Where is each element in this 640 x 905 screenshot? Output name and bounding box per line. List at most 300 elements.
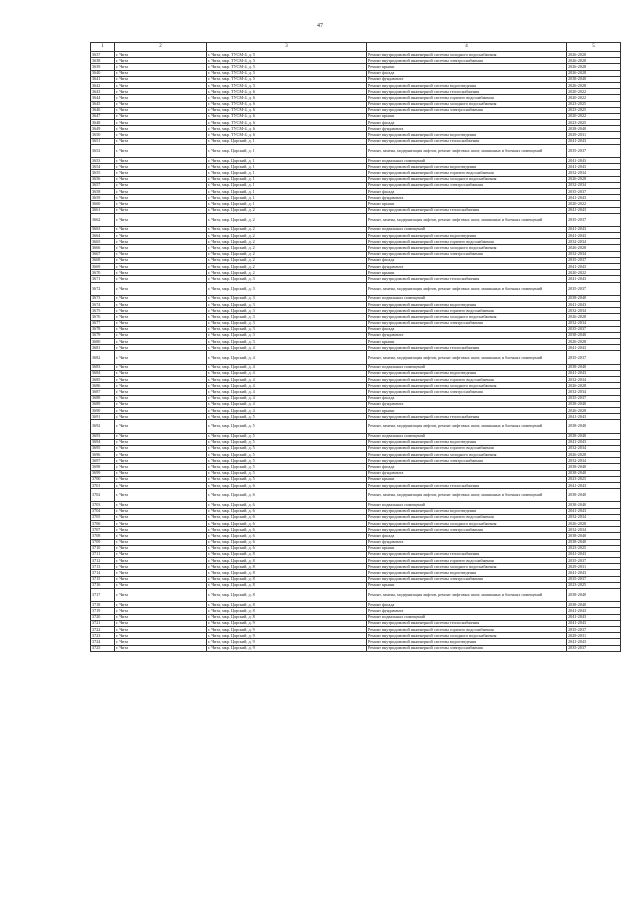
address-cell: г. Чита, мкр. ТУСМ-4, д. 6 bbox=[207, 132, 367, 138]
period-cell: 2035-2037 bbox=[567, 626, 621, 632]
address-cell: г. Чита, мкр. ТУСМ-4, д. 6 bbox=[207, 120, 367, 126]
row-number-cell: 3693 bbox=[91, 433, 115, 439]
settlement-cell: г. Чита bbox=[115, 52, 207, 58]
settlement-cell: г. Чита bbox=[115, 533, 207, 539]
work-type-cell: Ремонт внутридомовой инженерной системы электроснабжения bbox=[367, 58, 567, 64]
work-type-cell: Ремонт внутридомовой инженерной системы электроснабжения bbox=[367, 320, 567, 326]
work-type-cell: Ремонт крыши bbox=[367, 545, 567, 551]
period-cell: 2041-2043 bbox=[567, 614, 621, 620]
row-number-cell: 3650 bbox=[91, 132, 115, 138]
period-cell: 2029-2031 bbox=[567, 132, 621, 138]
period-cell: 2041-2043 bbox=[567, 301, 621, 307]
address-cell: г. Чита, мкр. ТУСМ-4, д. 6 bbox=[207, 113, 367, 119]
settlement-cell: г. Чита bbox=[115, 645, 207, 651]
address-cell: г. Чита, мкр. Царский, д. 9 bbox=[207, 626, 367, 632]
settlement-cell: г. Чита bbox=[115, 264, 207, 270]
work-type-cell: Ремонт внутридомовой инженерной системы водоотведения bbox=[367, 82, 567, 88]
row-number-cell: 3680 bbox=[91, 339, 115, 345]
address-cell: г. Чита, мкр. Царский, д. 5 bbox=[207, 470, 367, 476]
work-type-cell: Ремонт фундамента bbox=[367, 195, 567, 201]
work-type-cell: Ремонт внутридомовой инженерной системы холодного водоснабжения bbox=[367, 176, 567, 182]
address-cell: г. Чита, мкр. Царский, д. 3 bbox=[207, 326, 367, 332]
table-row bbox=[91, 144, 621, 157]
row-number-cell: 3723 bbox=[91, 633, 115, 639]
row-number-cell: 3642 bbox=[91, 82, 115, 88]
address-cell: г. Чита, мкр. Царский, д. 3 bbox=[207, 332, 367, 338]
work-type-cell: Ремонт внутридомовой инженерной системы теплоснабжения bbox=[367, 551, 567, 557]
period-cell: 2041-2043 bbox=[567, 345, 621, 351]
period-cell: 2038-2040 bbox=[567, 502, 621, 508]
settlement-cell: г. Чита bbox=[115, 633, 207, 639]
row-number-cell: 3684 bbox=[91, 370, 115, 376]
work-type-cell: Ремонт внутридомовой инженерной системы теплоснабжения bbox=[367, 414, 567, 420]
row-number-cell: 3720 bbox=[91, 614, 115, 620]
period-cell: 2023-2025 bbox=[567, 101, 621, 107]
settlement-cell: г. Чита bbox=[115, 176, 207, 182]
address-cell: г. Чита, мкр. Царский, д. 2 bbox=[207, 257, 367, 263]
period-cell: 2038-2040 bbox=[567, 401, 621, 407]
period-cell: 2038-2040 bbox=[567, 364, 621, 370]
period-cell: 2038-2040 bbox=[567, 420, 621, 433]
row-number-cell: 3695 bbox=[91, 445, 115, 451]
address-cell: г. Чита, мкр. Царский, д. 9 bbox=[207, 620, 367, 626]
row-number-cell: 3687 bbox=[91, 389, 115, 395]
settlement-cell: г. Чита bbox=[115, 452, 207, 458]
settlement-cell: г. Чита bbox=[115, 502, 207, 508]
address-cell: г. Чита, мкр. Царский, д. 1 bbox=[207, 188, 367, 194]
settlement-cell: г. Чита bbox=[115, 439, 207, 445]
settlement-cell: г. Чита bbox=[115, 476, 207, 482]
period-cell: 2041-2043 bbox=[567, 226, 621, 232]
settlement-cell: г. Чита bbox=[115, 276, 207, 282]
period-cell: 2041-2043 bbox=[567, 233, 621, 239]
address-cell: г. Чита, мкр. Царский, д. 1 bbox=[207, 182, 367, 188]
address-cell: г. Чита, мкр. Царский, д. 6 bbox=[207, 514, 367, 520]
address-cell: г. Чита, мкр. Царский, д. 3 bbox=[207, 320, 367, 326]
settlement-cell: г. Чита bbox=[115, 614, 207, 620]
address-cell: г. Чита, мкр. Царский, д. 4 bbox=[207, 370, 367, 376]
row-number-cell: 3716 bbox=[91, 582, 115, 588]
settlement-cell: г. Чита bbox=[115, 207, 207, 213]
work-type-cell: Ремонт внутридомовой инженерной системы горячего водоснабжения bbox=[367, 514, 567, 520]
period-cell: 2035-2037 bbox=[567, 558, 621, 564]
column-header: 4 bbox=[367, 43, 567, 52]
period-cell: 2032-2034 bbox=[567, 182, 621, 188]
period-cell: 2041-2043 bbox=[567, 439, 621, 445]
settlement-cell: г. Чита bbox=[115, 602, 207, 608]
row-number-cell: 3709 bbox=[91, 539, 115, 545]
settlement-cell: г. Чита bbox=[115, 64, 207, 70]
row-number-cell: 3668 bbox=[91, 257, 115, 263]
address-cell: г. Чита, мкр. Царский, д. 8 bbox=[207, 570, 367, 576]
work-type-cell: Ремонт внутридомовой инженерной системы водоотведения bbox=[367, 439, 567, 445]
row-number-cell: 3672 bbox=[91, 282, 115, 295]
address-cell: г. Чита, мкр. Царский, д. 5 bbox=[207, 420, 367, 433]
work-type-cell: Ремонт, замена, модернизация лифтов, ремонт лифтовых шахт, машинных и блочных помещений bbox=[367, 282, 567, 295]
settlement-cell: г. Чита bbox=[115, 245, 207, 251]
settlement-cell: г. Чита bbox=[115, 401, 207, 407]
work-type-cell: Ремонт внутридомовой инженерной системы водоотведения bbox=[367, 301, 567, 307]
work-type-cell: Ремонт внутридомовой инженерной системы холодного водоснабжения bbox=[367, 245, 567, 251]
row-number-cell: 3694 bbox=[91, 439, 115, 445]
work-type-cell: Ремонт внутридомовой инженерной системы холодного водоснабжения bbox=[367, 452, 567, 458]
address-cell: г. Чита, мкр. Царский, д. 3 bbox=[207, 295, 367, 301]
address-cell: г. Чита, мкр. ТУСМ-4, д. 5 bbox=[207, 64, 367, 70]
row-number-cell: 3645 bbox=[91, 101, 115, 107]
work-type-cell: Ремонт крыши bbox=[367, 339, 567, 345]
table-row bbox=[91, 282, 621, 295]
work-type-cell: Ремонт крыши bbox=[367, 476, 567, 482]
work-type-cell: Ремонт внутридомовой инженерной системы электроснабжения bbox=[367, 576, 567, 582]
address-cell: г. Чита, мкр. Царский, д. 5 bbox=[207, 476, 367, 482]
row-number-cell: 3675 bbox=[91, 308, 115, 314]
row-number-cell: 3689 bbox=[91, 401, 115, 407]
row-number-cell: 3718 bbox=[91, 602, 115, 608]
address-cell: г. Чита, мкр. Царский, д. 8 bbox=[207, 582, 367, 588]
address-cell: г. Чита, мкр. Царский, д. 3 bbox=[207, 282, 367, 295]
address-cell: г. Чита, мкр. Царский, д. 6 bbox=[207, 508, 367, 514]
row-number-cell: 3640 bbox=[91, 70, 115, 76]
work-type-cell: Ремонт внутридомовой инженерной системы теплоснабжения bbox=[367, 276, 567, 282]
address-cell: г. Чита, мкр. Царский, д. 2 bbox=[207, 245, 367, 251]
work-type-cell: Ремонт внутридомовой инженерной системы теплоснабжения bbox=[367, 138, 567, 144]
settlement-cell: г. Чита bbox=[115, 195, 207, 201]
period-cell: 2032-2034 bbox=[567, 170, 621, 176]
period-cell: 2035-2037 bbox=[567, 576, 621, 582]
period-cell: 2035-2037 bbox=[567, 645, 621, 651]
period-cell: 2032-2034 bbox=[567, 308, 621, 314]
work-type-cell: Ремонт фундамента bbox=[367, 332, 567, 338]
address-cell: г. Чита, мкр. Царский, д. 8 bbox=[207, 608, 367, 614]
address-cell: г. Чита, мкр. Царский, д. 5 bbox=[207, 439, 367, 445]
row-number-cell: 3676 bbox=[91, 314, 115, 320]
period-cell: 2041-2043 bbox=[567, 608, 621, 614]
address-cell: г. Чита, мкр. ТУСМ-4, д. 6 bbox=[207, 89, 367, 95]
period-cell: 2026-2028 bbox=[567, 339, 621, 345]
period-cell: 2035-2037 bbox=[567, 213, 621, 226]
work-type-cell: Ремонт внутридомовой инженерной системы теплоснабжения bbox=[367, 345, 567, 351]
work-type-cell: Ремонт фундамента bbox=[367, 264, 567, 270]
settlement-cell: г. Чита bbox=[115, 351, 207, 364]
row-number-cell: 3706 bbox=[91, 520, 115, 526]
settlement-cell: г. Чита bbox=[115, 132, 207, 138]
row-number-cell: 3690 bbox=[91, 407, 115, 413]
period-cell: 2041-2043 bbox=[567, 207, 621, 213]
work-type-cell: Ремонт внутридомовой инженерной системы водоотведения bbox=[367, 233, 567, 239]
work-type-cell: Ремонт фундамента bbox=[367, 126, 567, 132]
settlement-cell: г. Чита bbox=[115, 545, 207, 551]
address-cell: г. Чита, мкр. Царский, д. 1 bbox=[207, 158, 367, 164]
settlement-cell: г. Чита bbox=[115, 251, 207, 257]
work-type-cell: Ремонт внутридомовой инженерной системы водоотведения bbox=[367, 132, 567, 138]
row-number-cell: 3671 bbox=[91, 276, 115, 282]
table-header-row bbox=[91, 43, 621, 52]
row-number-cell: 3681 bbox=[91, 345, 115, 351]
work-type-cell: Ремонт фундамента bbox=[367, 539, 567, 545]
address-cell: г. Чита, мкр. Царский, д. 6 bbox=[207, 520, 367, 526]
address-cell: г. Чита, мкр. Царский, д. 4 bbox=[207, 389, 367, 395]
row-number-cell: 3711 bbox=[91, 551, 115, 557]
settlement-cell: г. Чита bbox=[115, 58, 207, 64]
row-number-cell: 3697 bbox=[91, 458, 115, 464]
row-number-cell: 3644 bbox=[91, 95, 115, 101]
period-cell: 2041-2043 bbox=[567, 264, 621, 270]
settlement-cell: г. Чита bbox=[115, 326, 207, 332]
column-header: 2 bbox=[115, 43, 207, 52]
address-cell: г. Чита, мкр. Царский, д. 1 bbox=[207, 138, 367, 144]
period-cell: 2026-2028 bbox=[567, 383, 621, 389]
address-cell: г. Чита, мкр. ТУСМ-4, д. 6 bbox=[207, 126, 367, 132]
table-row bbox=[91, 489, 621, 502]
period-cell: 2038-2040 bbox=[567, 589, 621, 602]
period-cell: 2032-2034 bbox=[567, 377, 621, 383]
settlement-cell: г. Чита bbox=[115, 170, 207, 176]
settlement-cell: г. Чита bbox=[115, 213, 207, 226]
settlement-cell: г. Чита bbox=[115, 239, 207, 245]
row-number-cell: 3679 bbox=[91, 332, 115, 338]
settlement-cell: г. Чита bbox=[115, 570, 207, 576]
address-cell: г. Чита, мкр. Царский, д. 2 bbox=[207, 251, 367, 257]
work-type-cell: Ремонт подвальных помещений bbox=[367, 614, 567, 620]
period-cell: 2035-2037 bbox=[567, 282, 621, 295]
address-cell: г. Чита, мкр. Царский, д. 5 bbox=[207, 464, 367, 470]
period-cell: 2041-2043 bbox=[567, 570, 621, 576]
row-number-cell: 3641 bbox=[91, 76, 115, 82]
settlement-cell: г. Чита bbox=[115, 433, 207, 439]
row-number-cell: 3688 bbox=[91, 395, 115, 401]
period-cell: 2026-2028 bbox=[567, 452, 621, 458]
row-number-cell: 3702 bbox=[91, 489, 115, 502]
work-type-cell: Ремонт внутридомовой инженерной системы электроснабжения bbox=[367, 458, 567, 464]
settlement-cell: г. Чита bbox=[115, 113, 207, 119]
period-cell: 2026-2028 bbox=[567, 176, 621, 182]
period-cell: 2023-2025 bbox=[567, 107, 621, 113]
settlement-cell: г. Чита bbox=[115, 364, 207, 370]
period-cell: 2041-2043 bbox=[567, 138, 621, 144]
work-type-cell: Ремонт подвальных помещений bbox=[367, 364, 567, 370]
period-cell: 2038-2040 bbox=[567, 470, 621, 476]
address-cell: г. Чита, мкр. Царский, д. 9 bbox=[207, 645, 367, 651]
period-cell: 2038-2040 bbox=[567, 295, 621, 301]
period-cell: 2020-2022 bbox=[567, 113, 621, 119]
row-number-cell: 3704 bbox=[91, 508, 115, 514]
address-cell: г. Чита, мкр. Царский, д. 4 bbox=[207, 395, 367, 401]
address-cell: г. Чита, мкр. Царский, д. 9 bbox=[207, 639, 367, 645]
address-cell: г. Чита, мкр. Царский, д. 1 bbox=[207, 176, 367, 182]
period-cell: 2041-2043 bbox=[567, 508, 621, 514]
row-number-cell: 3657 bbox=[91, 182, 115, 188]
period-cell: 2023-2025 bbox=[567, 120, 621, 126]
work-type-cell: Ремонт внутридомовой инженерной системы холодного водоснабжения bbox=[367, 520, 567, 526]
settlement-cell: г. Чита bbox=[115, 182, 207, 188]
period-cell: 2029-2031 bbox=[567, 564, 621, 570]
settlement-cell: г. Чита bbox=[115, 458, 207, 464]
work-type-cell: Ремонт внутридомовой инженерной системы горячего водоснабжения bbox=[367, 239, 567, 245]
address-cell: г. Чита, мкр. Царский, д. 4 bbox=[207, 351, 367, 364]
row-number-cell: 3658 bbox=[91, 188, 115, 194]
settlement-cell: г. Чита bbox=[115, 257, 207, 263]
row-number-cell: 3670 bbox=[91, 270, 115, 276]
row-number-cell: 3653 bbox=[91, 158, 115, 164]
settlement-cell: г. Чита bbox=[115, 314, 207, 320]
row-number-cell: 3646 bbox=[91, 107, 115, 113]
table-row bbox=[91, 589, 621, 602]
settlement-cell: г. Чита bbox=[115, 383, 207, 389]
period-cell: 2041-2043 bbox=[567, 483, 621, 489]
address-cell: г. Чита, мкр. Царский, д. 3 bbox=[207, 314, 367, 320]
period-cell: 2038-2040 bbox=[567, 602, 621, 608]
settlement-cell: г. Чита bbox=[115, 508, 207, 514]
row-number-cell: 3674 bbox=[91, 301, 115, 307]
period-cell: 2035-2037 bbox=[567, 257, 621, 263]
settlement-cell: г. Чита bbox=[115, 620, 207, 626]
period-cell: 2032-2034 bbox=[567, 445, 621, 451]
address-cell: г. Чита, мкр. ТУСМ-4, д. 5 bbox=[207, 58, 367, 64]
address-cell: г. Чита, мкр. Царский, д. 6 bbox=[207, 545, 367, 551]
work-type-cell: Ремонт внутридомовой инженерной системы горячего водоснабжения bbox=[367, 558, 567, 564]
settlement-cell: г. Чита bbox=[115, 520, 207, 526]
settlement-cell: г. Чита bbox=[115, 576, 207, 582]
address-cell: г. Чита, мкр. Царский, д. 8 bbox=[207, 558, 367, 564]
row-number-cell: 3673 bbox=[91, 295, 115, 301]
work-type-cell: Ремонт внутридомовой инженерной системы горячего водоснабжения bbox=[367, 95, 567, 101]
work-type-cell: Ремонт внутридомовой инженерной системы водоотведения bbox=[367, 570, 567, 576]
period-cell: 2041-2043 bbox=[567, 370, 621, 376]
period-cell: 2032-2034 bbox=[567, 458, 621, 464]
row-number-cell: 3710 bbox=[91, 545, 115, 551]
settlement-cell: г. Чита bbox=[115, 70, 207, 76]
row-number-cell: 3712 bbox=[91, 558, 115, 564]
settlement-cell: г. Чита bbox=[115, 539, 207, 545]
period-cell: 2026-2028 bbox=[567, 52, 621, 58]
work-type-cell: Ремонт фасада bbox=[367, 395, 567, 401]
row-number-cell: 3682 bbox=[91, 351, 115, 364]
work-type-cell: Ремонт крыши bbox=[367, 407, 567, 413]
address-cell: г. Чита, мкр. Царский, д. 4 bbox=[207, 364, 367, 370]
period-cell: 2038-2040 bbox=[567, 332, 621, 338]
work-type-cell: Ремонт, замена, модернизация лифтов, ремонт лифтовых шахт, машинных и блочных помещений bbox=[367, 489, 567, 502]
row-number-cell: 3683 bbox=[91, 364, 115, 370]
work-type-cell: Ремонт внутридомовой инженерной системы горячего водоснабжения bbox=[367, 170, 567, 176]
period-cell: 2035-2037 bbox=[567, 144, 621, 157]
work-type-cell: Ремонт фасада bbox=[367, 120, 567, 126]
address-cell: г. Чита, мкр. Царский, д. 6 bbox=[207, 483, 367, 489]
address-cell: г. Чита, мкр. Царский, д. 5 bbox=[207, 445, 367, 451]
address-cell: г. Чита, мкр. Царский, д. 8 bbox=[207, 551, 367, 557]
address-cell: г. Чита, мкр. Царский, д. 6 bbox=[207, 489, 367, 502]
address-cell: г. Чита, мкр. ТУСМ-4, д. 5 bbox=[207, 76, 367, 82]
period-cell: 2041-2043 bbox=[567, 414, 621, 420]
row-number-cell: 3661 bbox=[91, 207, 115, 213]
settlement-cell: г. Чита bbox=[115, 445, 207, 451]
settlement-cell: г. Чита bbox=[115, 188, 207, 194]
row-number-cell: 3638 bbox=[91, 58, 115, 64]
row-number-cell: 3713 bbox=[91, 564, 115, 570]
work-type-cell: Ремонт внутридомовой инженерной системы электроснабжения bbox=[367, 107, 567, 113]
address-cell: г. Чита, мкр. Царский, д. 2 bbox=[207, 226, 367, 232]
period-cell: 2020-2022 bbox=[567, 201, 621, 207]
row-number-cell: 3648 bbox=[91, 120, 115, 126]
address-cell: г. Чита, мкр. Царский, д. 4 bbox=[207, 401, 367, 407]
work-type-cell: Ремонт внутридомовой инженерной системы холодного водоснабжения bbox=[367, 101, 567, 107]
page-number: 47 bbox=[317, 23, 323, 29]
work-type-cell: Ремонт внутридомовой инженерной системы теплоснабжения bbox=[367, 89, 567, 95]
settlement-cell: г. Чита bbox=[115, 233, 207, 239]
address-cell: г. Чита, мкр. Царский, д. 1 bbox=[207, 170, 367, 176]
row-number-cell: 3660 bbox=[91, 201, 115, 207]
work-type-cell: Ремонт внутридомовой инженерной системы электроснабжения bbox=[367, 527, 567, 533]
period-cell: 2035-2037 bbox=[567, 351, 621, 364]
row-number-cell: 3666 bbox=[91, 245, 115, 251]
row-number-cell: 3719 bbox=[91, 608, 115, 614]
settlement-cell: г. Чита bbox=[115, 339, 207, 345]
work-type-cell: Ремонт, замена, модернизация лифтов, ремонт лифтовых шахт, машинных и блочных помещений bbox=[367, 420, 567, 433]
address-cell: г. Чита, мкр. Царский, д. 1 bbox=[207, 164, 367, 170]
row-number-cell: 3715 bbox=[91, 576, 115, 582]
address-cell: г. Чита, мкр. Царский, д. 6 bbox=[207, 539, 367, 545]
period-cell: 2026-2028 bbox=[567, 70, 621, 76]
address-cell: г. Чита, мкр. Царский, д. 3 bbox=[207, 339, 367, 345]
work-type-cell: Ремонт, замена, модернизация лифтов, ремонт лифтовых шахт, машинных и блочных помещений bbox=[367, 144, 567, 157]
address-cell: г. Чита, мкр. Царский, д. 8 bbox=[207, 589, 367, 602]
period-cell: 2023-2025 bbox=[567, 476, 621, 482]
address-cell: г. Чита, мкр. Царский, д. 2 bbox=[207, 239, 367, 245]
table-row bbox=[91, 420, 621, 433]
row-number-cell: 3696 bbox=[91, 452, 115, 458]
work-type-cell: Ремонт крыши bbox=[367, 201, 567, 207]
settlement-cell: г. Чита bbox=[115, 370, 207, 376]
period-cell: 2026-2028 bbox=[567, 64, 621, 70]
period-cell: 2032-2034 bbox=[567, 320, 621, 326]
row-number-cell: 3717 bbox=[91, 589, 115, 602]
period-cell: 2020-2022 bbox=[567, 89, 621, 95]
row-number-cell: 3699 bbox=[91, 470, 115, 476]
settlement-cell: г. Чита bbox=[115, 420, 207, 433]
row-number-cell: 3651 bbox=[91, 138, 115, 144]
row-number-cell: 3678 bbox=[91, 326, 115, 332]
work-type-cell: Ремонт фундамента bbox=[367, 608, 567, 614]
row-number-cell: 3654 bbox=[91, 164, 115, 170]
work-type-cell: Ремонт внутридомовой инженерной системы водоотведения bbox=[367, 508, 567, 514]
work-type-cell: Ремонт крыши bbox=[367, 113, 567, 119]
work-type-cell: Ремонт внутридомовой инженерной системы водоотведения bbox=[367, 370, 567, 376]
address-cell: г. Чита, мкр. Царский, д. 3 bbox=[207, 276, 367, 282]
column-header: 1 bbox=[91, 43, 115, 52]
work-type-cell: Ремонт внутридомовой инженерной системы горячего водоснабжения bbox=[367, 445, 567, 451]
work-type-cell: Ремонт подвальных помещений bbox=[367, 295, 567, 301]
settlement-cell: г. Чита bbox=[115, 527, 207, 533]
address-cell: г. Чита, мкр. Царский, д. 2 bbox=[207, 213, 367, 226]
work-type-cell: Ремонт внутридомовой инженерной системы водоотведения bbox=[367, 639, 567, 645]
row-number-cell: 3659 bbox=[91, 195, 115, 201]
settlement-cell: г. Чита bbox=[115, 389, 207, 395]
address-cell: г. Чита, мкр. Царский, д. 5 bbox=[207, 433, 367, 439]
row-number-cell: 3707 bbox=[91, 527, 115, 533]
row-number-cell: 3701 bbox=[91, 483, 115, 489]
row-number-cell: 3705 bbox=[91, 514, 115, 520]
column-header: 5 bbox=[567, 43, 621, 52]
period-cell: 2038-2040 bbox=[567, 539, 621, 545]
period-cell: 2023-2025 bbox=[567, 582, 621, 588]
table-row bbox=[91, 213, 621, 226]
settlement-cell: г. Чита bbox=[115, 164, 207, 170]
row-number-cell: 3637 bbox=[91, 52, 115, 58]
address-cell: г. Чита, мкр. Царский, д. 4 bbox=[207, 345, 367, 351]
work-type-cell: Ремонт крыши bbox=[367, 270, 567, 276]
row-number-cell: 3725 bbox=[91, 645, 115, 651]
work-type-cell: Ремонт внутридомовой инженерной системы горячего водоснабжения bbox=[367, 626, 567, 632]
work-type-cell: Ремонт внутридомовой инженерной системы холодного водоснабжения bbox=[367, 564, 567, 570]
